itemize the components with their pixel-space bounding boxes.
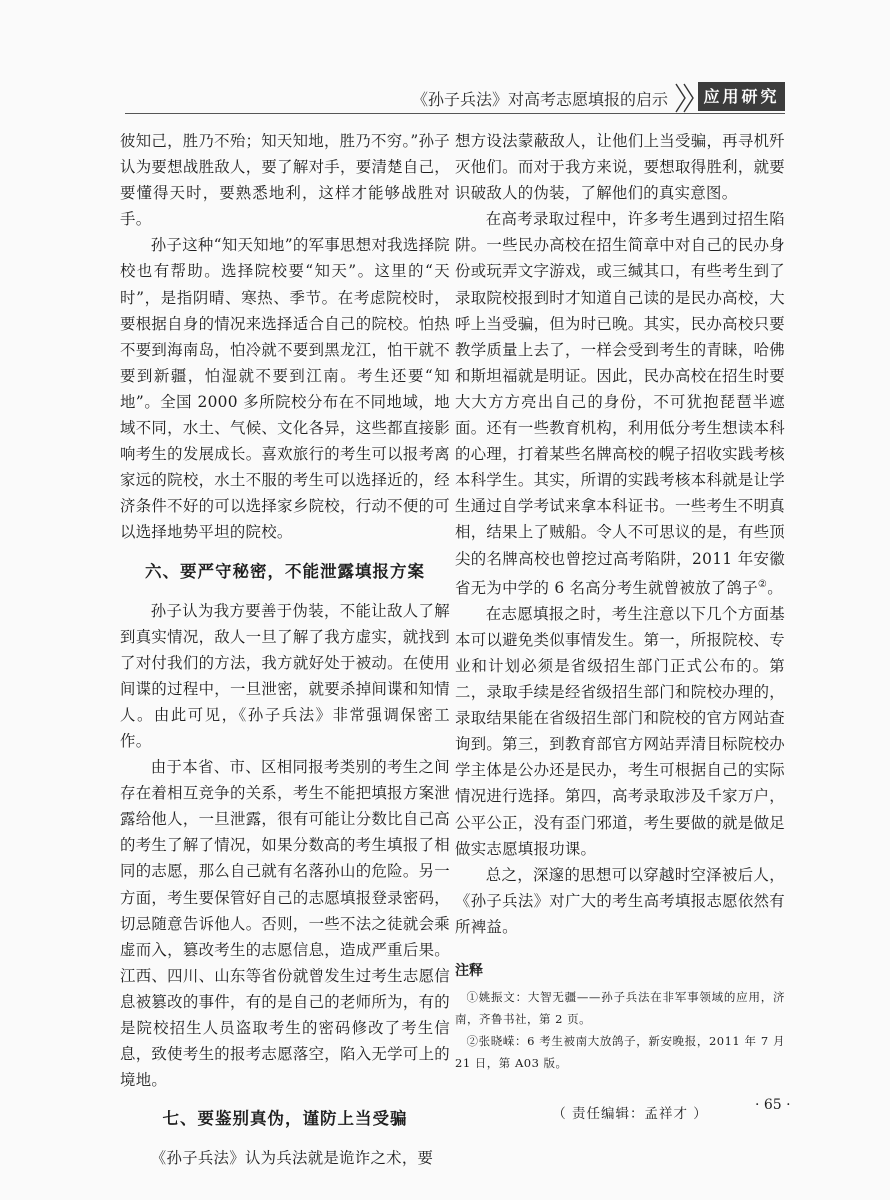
footnote: ②张晓嵘：6 考生被南大放鸽子，新安晚报，2011 年 7 月 21 日，第 A03 版。 [455,1034,785,1071]
footnote-ref: ② [757,578,768,590]
paragraph: 孙子这种“知天知地”的军事思想对我选择院校也有帮助。选择院校要“知天”。这里的“天时”，是指阴晴、寒热、季节。在考虑院校时，要根据自身的情况来选择适合自己的院校。怕热不要到海南岛，怕冷就不要到黑龙江，怕干就不要到新疆，怕湿就不要到江南。考生还要“知地”。全国 2000 多所院校分布在不同地域，地域不同，水土、气候、文化各异，这些都直接影响考生的发展成长。喜欢旅行的考生可以报考离家远的院校，水土不服的考生可以选择近的，经济条件不好的可以选择家乡院校，行动不便的可以选择地势平坦的院校。 [120,236,450,542]
paragraph: 由于本省、市、区相同报考类别的考生之间存在着相互竞争的关系，考生不能把填报方案泄露给他人，一旦泄露，很有可能让分数比自己高的考生了解了情况，如果分数高的考生填报了相同的志愿，那么自己就有名落孙山的危险。另一方面，考生要保管好自己的志愿填报登录密码，切忌随意告诉他人。否则，一些不法之徒就会乘虚而入，篡改考生的志愿信息，造成严重后果。江西、四川、山东等省份就曾发生过考生志愿信息被篡改的事件，有的是自己的老师所为，有的是院校招生人员盗取考生的密码修改了考生信息，致使考生的报考志愿落空，陷入无学可上的境地。 [120,758,450,1090]
paragraph [455,206,785,601]
paragraph-end: 。 [767,578,783,597]
notes-title: 注释 [455,963,483,980]
left-column [120,128,450,1171]
section-badge: 应用研究 [698,82,785,111]
paragraph: 在志愿填报之时，考生注意以下几个方面基本可以避免类似事情发生。第一，所报院校、专业和计划必须是省级招生部门正式公布的。第二，录取手续是经省级招生部门和院校办理的，录取结果能在省级招生部门和院校的官方网站查询到。第三，到教育部官方网站弄清目标院校办学主体是公办还是民办，考生可根据自己的实际情况进行选择。第四，高考录取涉及千家万户，公平公正，没有歪门邪道，考生要做的就是做足做实志愿填报功课。 [455,604,785,858]
section-heading-7: 七、要鉴别真伪，谨防上当受骗 [162,1109,408,1129]
paragraph: 想方设法蒙蔽敌人，让他们上当受骗，再寻机歼灭他们。而对于我方来说，要想取得胜利，就要识破敌人的伪装，了解他们的真实意图。 [455,132,785,203]
paragraph: 总之，深邃的思想可以穿越时空泽被后人，《孙子兵法》对广大的考生高考填报志愿依然有所裨益。 [455,865,785,936]
footnote: ①姚振文：大智无疆——孙子兵法在非军事领域的应用，济南，齐鲁书社，第 2 页。 [455,990,785,1027]
header-rule [125,113,785,114]
paragraph: 彼知己，胜乃不殆；知天知地，胜乃不穷。”孙子认为要想战胜敌人，要了解对手，要清楚自己，要懂得天时，要熟悉地利，这样才能够战胜对手。 [120,132,450,229]
paragraph-text: 在高考录取过程中，许多考生遇到过招生陷阱。一些民办高校在招生简章中对自己的民办身份或玩弄文字游戏，或三缄其口，有些考生到了录取院校报到时才知道自己读的是民办高校，大呼上当受骗，但为时已晚。其实，民办高校只要教学质量上去了，一样会受到考生的青睐，哈佛和斯坦福就是明证。因此，民办高校在招生时要大大方方亮出自己的身份，不可犹抱琵琶半遮面。还有一些教育机构，利用低分考生想读本科的心理，打着某些名牌高校的幌子招收实践考核本科学生。其实，所谓的实践考核本科就是让学生通过自学考试来拿本科证书。一些考生不明真相，结果上了贼船。令人不可思议的是，有些顶尖的名牌高校也曾挖过高考陷阱，2011 年安徽省无为中学的 6 名高分考生就曾被放了鸽子 [455,210,785,597]
section-heading-6: 六、要严守秘密，不能泄露填报方案 [145,561,425,581]
page-number: · 65 · [755,1097,791,1113]
paragraph: 《孙子兵法》认为兵法就是诡诈之术，要 [150,1149,434,1168]
editor-credit: （ 责任编辑：孟祥才 ） [552,1106,708,1123]
running-header [0,79,890,115]
double-chevron-icon [673,81,699,115]
paragraph: 孙子认为我方要善于伪装，不能让敌人了解到真实情况，敌人一旦了解了我方虚实，就找到了对付我们的方法，我方就好处于被动。在使用间谍的过程中，一旦泄密，就要杀掉间谍和知情人。由此可见，《孙子兵法》非常强调保密工作。 [120,601,450,750]
right-column [455,128,785,1122]
running-title: 《孙子兵法》对高考志愿填报的启示 [411,90,668,109]
